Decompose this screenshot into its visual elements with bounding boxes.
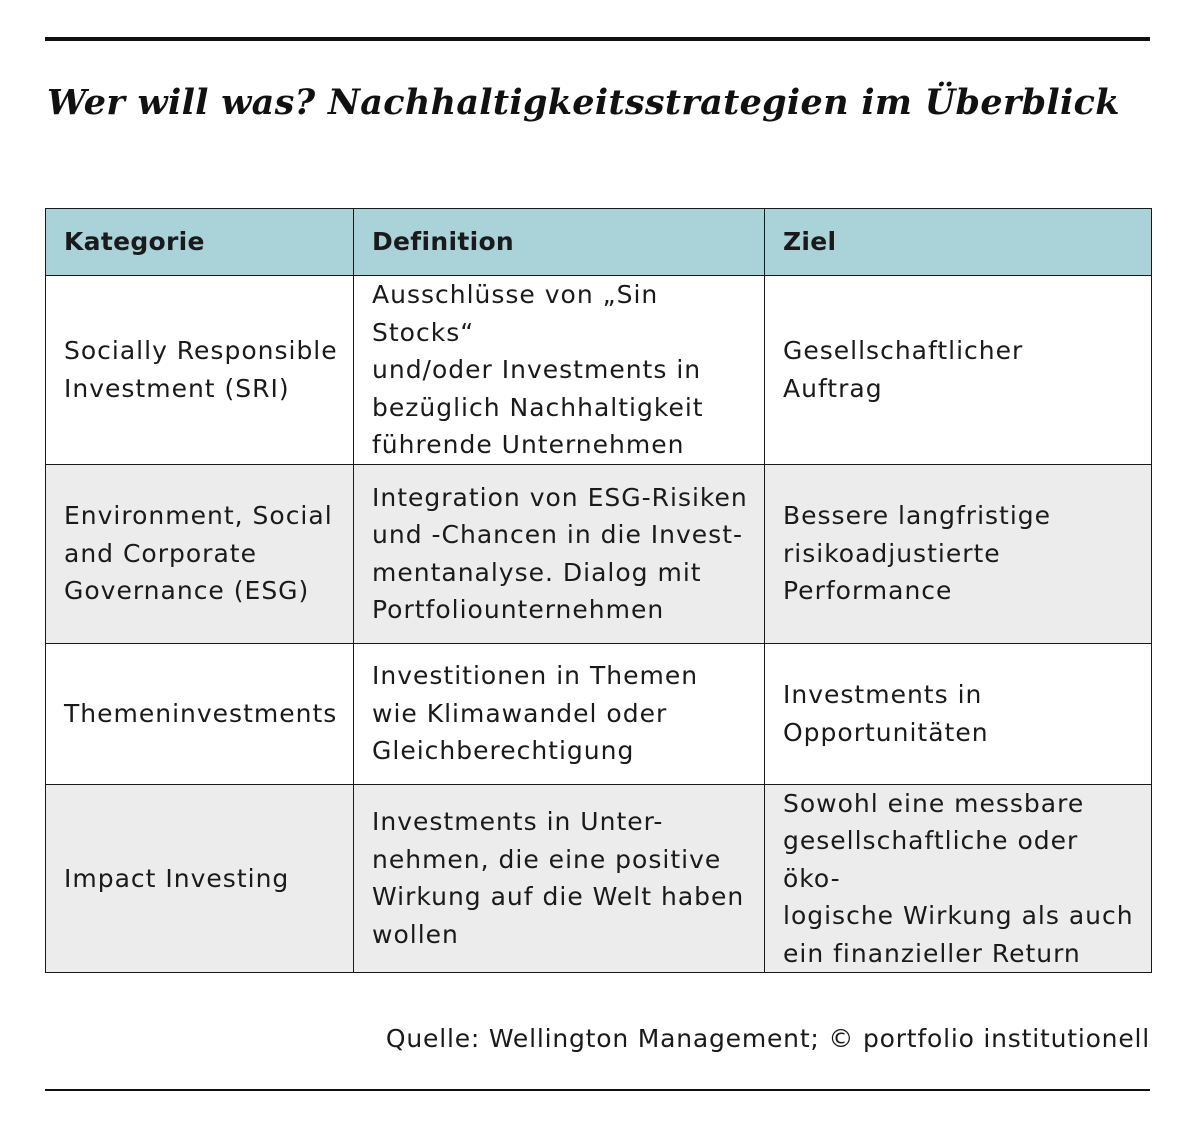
cell-line: Gesellschaftlicher bbox=[783, 336, 1024, 366]
cell-definition bbox=[354, 643, 765, 784]
table-row bbox=[46, 464, 1152, 643]
cell-line: Investitionen in Themen bbox=[372, 661, 699, 691]
cell-ziel bbox=[765, 276, 1152, 465]
cell-line: Performance bbox=[783, 576, 953, 606]
table-row bbox=[46, 643, 1152, 784]
cell-line: Bessere langfristige bbox=[783, 501, 1052, 531]
cell-line: Governance (ESG) bbox=[64, 576, 310, 606]
cell-line: Portfoliounternehmen bbox=[372, 595, 665, 624]
column-header-kategorie: Kategorie bbox=[46, 209, 354, 276]
cell-line: Ausschlüsse von „Sin Stocks“ bbox=[372, 280, 659, 347]
cell-line: nehmen, die eine positive bbox=[372, 844, 722, 874]
page-title: Wer will was? Nachhaltigkeitsstrategien im Überblick bbox=[47, 82, 1120, 123]
cell-line: Sowohl eine messbare bbox=[783, 788, 1085, 818]
cell-line: und/oder Investments in bbox=[372, 355, 702, 384]
cell-ziel bbox=[765, 643, 1152, 784]
cell-line: Opportunitäten bbox=[783, 717, 989, 747]
top-rule bbox=[45, 37, 1150, 41]
cell-line: Themeninvestments bbox=[64, 698, 338, 728]
cell-kategorie bbox=[46, 784, 354, 973]
cell-line: risikoadjustierte bbox=[783, 538, 1001, 568]
cell-line: Investments in Unter- bbox=[372, 807, 664, 837]
cell-line: führende Unternehmen bbox=[372, 430, 685, 459]
table-row bbox=[46, 784, 1152, 973]
cell-line: mentanalyse. Dialog mit bbox=[372, 557, 702, 587]
cell-line: Socially Responsible bbox=[64, 336, 338, 366]
table-header-row bbox=[46, 209, 1152, 276]
cell-ziel bbox=[765, 464, 1152, 643]
cell-line: Investment (SRI) bbox=[64, 373, 290, 403]
cell-line: Integration von ESG-Risiken bbox=[372, 482, 748, 512]
cell-line: Environment, Social bbox=[64, 501, 333, 531]
cell-definition bbox=[354, 784, 765, 973]
cell-line: logische Wirkung als auch bbox=[783, 901, 1134, 930]
source-note: Quelle: Wellington Management; © portfolio institutionell bbox=[385, 1024, 1150, 1053]
cell-line: Impact Investing bbox=[64, 863, 290, 893]
table-row bbox=[46, 276, 1152, 465]
cell-line: wollen bbox=[372, 919, 459, 949]
cell-definition bbox=[354, 276, 765, 465]
column-header-definition: Definition bbox=[354, 209, 765, 276]
cell-kategorie bbox=[46, 464, 354, 643]
cell-line: ein finanzieller Return bbox=[783, 938, 1081, 968]
column-header-ziel: Ziel bbox=[765, 209, 1152, 276]
cell-line: Gleichberechtigung bbox=[372, 736, 635, 766]
cell-line: bezüglich Nachhaltigkeit bbox=[372, 392, 704, 422]
cell-kategorie bbox=[46, 276, 354, 465]
cell-line: gesellschaftliche oder öko- bbox=[783, 826, 1079, 893]
cell-line: and Corporate bbox=[64, 538, 257, 568]
cell-line: Auftrag bbox=[783, 373, 883, 403]
cell-line: und -Chancen in die Invest- bbox=[372, 520, 744, 549]
cell-line: Investments in bbox=[783, 680, 983, 709]
strategy-table bbox=[45, 208, 1152, 973]
bottom-rule bbox=[45, 1089, 1150, 1091]
cell-definition bbox=[354, 464, 765, 643]
cell-line: wie Klimawandel oder bbox=[372, 698, 668, 728]
cell-ziel bbox=[765, 784, 1152, 973]
cell-line: Wirkung auf die Welt haben bbox=[372, 882, 745, 912]
cell-kategorie bbox=[46, 643, 354, 784]
